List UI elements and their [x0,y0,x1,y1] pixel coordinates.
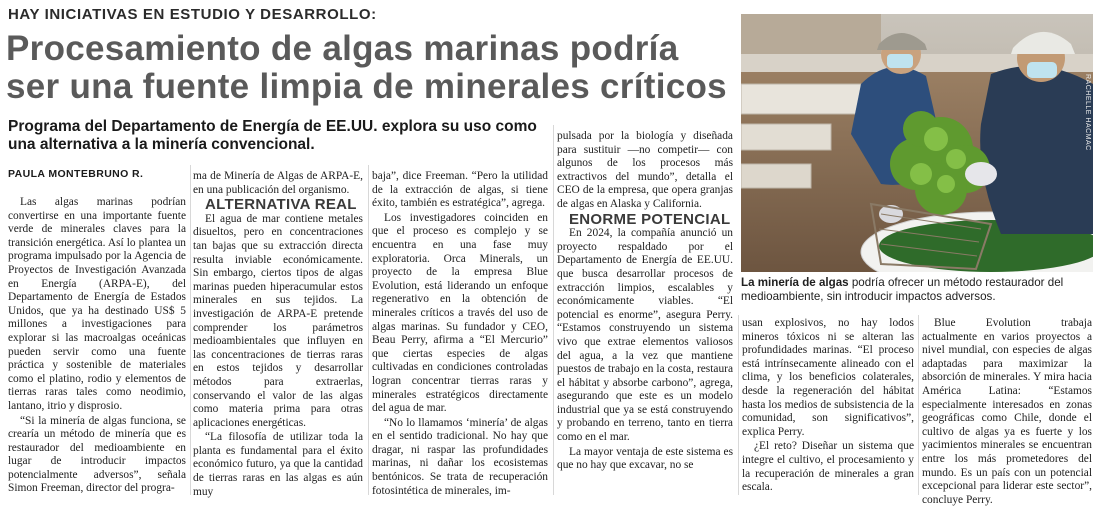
caption-text: podría ofrecer un método restaurador del medioambiente, sin introducir impactos adversos. [741,276,1064,303]
deck: Programa del Departamento de Energía de EE.UU. explora su uso como una alternativa a la minería convencional. [8,118,537,153]
column-divider [738,315,739,495]
paragraph: baja”, dice Freeman. “Pero la utilidad de la extracción de algas, si tiene éxito, también es estratégica”, agrega. [372,170,548,210]
kicker: HAY INICIATIVAS EN ESTUDIO Y DESARROLLO: [8,6,377,23]
paragraph: Los investigadores coinciden en que el proceso es complejo y se encuentra en una fase muy exploratoria. Orca Minerals, un proyecto de la empresa Blue Evolution, está liderando un enfoque regenerativo en la obtención de minerales críticos a través del uso de algas marinas. Su fundador y CEO, Beau Perry, afirma a “El Mercurio” que ciertas especies de algas cultivadas en condiciones controladas logran concentrar tierras raras y minerales estratégicos directamente del agua de mar. [372,211,548,415]
article-photo [741,14,1093,272]
paragraph: ¿El reto? Diseñar un sistema que integre el cultivo, el procesamiento y la recuperación de minerales a gran escala. [742,440,914,494]
paragraph: ma de Minería de Algas de ARPA-E, en una publicación del organismo. [193,170,363,196]
headline: Procesamiento de algas marinas podría ser una fuente limpia de minerales críticos [6,29,727,106]
paragraph: Las algas marinas podrían convertirse en una importante fuente verde de minerales claves para la transición energética. Así lo plantea un programa impulsado por la Agencia de Proyectos de Investigación Avanzada en Energía (ARPA-E), del Departamento de Energía de Estados Unidos, que ya ha destinado US$ 5 millones a investigaciones para explorar si las macroalgas oceánicas pueden servir como una fuente práctica y sostenible de materiales como el platino, rodio y elementos de tierras raras tales como neodimio, lantano, itrio y disprosio. [8,196,186,412]
subheading-alternativa-real: ALTERNATIVA REAL [205,196,357,214]
paragraph: En 2024, la compañía anunció un proyecto respaldado por el Departamento de Energía de EE.UU. que busca desarrollar procesos de extracción limpios, escalables y económicamente viables. “El potencial es enorme”, asegura Perry. “Estamos construyendo un sistema vivo que extrae elementos valiosos del agua, a la vez que mantiene puestos de trabajo en la costa, restaura el hábitat y absorbe carbono”, agrega, asegurando que este es un modelo industrial que ya se está construyendo y probando en terreno, tanto en tierra como en el mar. [557,227,733,444]
paragraph: Blue Evolution trabaja actualmente en varios proyectos a nivel mundial, con especies de algas adaptadas para maximizar la absorción de minerales. Y mira hacia América Latina: “Estamos especialmente interesados en zonas geográficas como Chile, donde el cultivo de algas ya es fuerte y los yacimientos minerales se encuentran entre los más prometedores del mundo. Es un país con un potencial excepcional para liderar este sector”, concluye Perry. [922,317,1092,506]
photo-credit: RACHELLE HACMAC [1084,74,1091,151]
article-column-4 [557,130,733,473]
paragraph: pulsada por la biología y diseñada para sustituir —no competir— con algunos de los procesos más extractivos del mundo”, detalla el CEO de la empresa, que opera granjas de algas en Alaska y California. [557,130,733,210]
paragraph: El agua de mar contiene metales disueltos, pero en concentraciones tan bajas que su extracción directa resulta inviable económicamente. Sin embargo, ciertos tipos de algas marinas pueden hiperacumular estos minerales en sus tejidos. La investigación de ARPA-E pretende comprender los parámetros medioambientales que influyen en las concentraciones de tierras raras en estos tejidos y desarrollar métodos para extraerlas, conservando el valor de las algas como materia prima para otras aplicaciones energéticas. [193,212,363,429]
seaweed-harvest-image [741,14,1093,272]
article-column-1 [8,196,186,496]
column-divider [368,165,369,495]
article-column-2 [193,170,363,499]
paragraph: La mayor ventaja de este sistema es que no hay que excavar, no se [557,445,733,472]
article-column-3 [372,170,548,498]
subheading-enorme-potencial: ENORME POTENCIAL [569,210,731,228]
photo-caption [741,276,1091,304]
column-divider [553,125,554,495]
column-divider [190,165,191,495]
paragraph: “La filosofía de utilizar toda la planta es fundamental para el éxito económico futuro, ya que la cantidad de tierras raras en las algas es aún muy [193,431,363,498]
paragraph: “No lo llamamos ‘minería’ de algas en el sentido tradicional. No hay que dragar, ni raspar las profundidades marinas, ni dañar los ecosistemas bentónicos. Se trata de recuperación fotosintética de minerales, im- [372,416,548,497]
byline: PAULA MONTEBRUNO R. [8,168,144,180]
article-column-6 [922,317,1092,507]
column-divider [918,315,919,495]
paragraph: “Si la minería de algas funciona, se crearía un método de minería que es restaurador del medioambiente en lugar de introducir impactos potencialmente adversos”, señala Simon Freeman, director del progra- [8,414,186,495]
article-column-5 [742,317,914,495]
caption-lead: La minería de algas [741,276,849,289]
paragraph: usan explosivos, no hay lodos mineros tóxicos ni se alteran las profundidades marinas. “El proceso está intrínsecamente alineado con el clima, y los beneficios colaterales, desde la regeneración del hábitat hasta los medios de subsistencia de la comunidad, son significativos”, explica Perry. [742,317,914,438]
